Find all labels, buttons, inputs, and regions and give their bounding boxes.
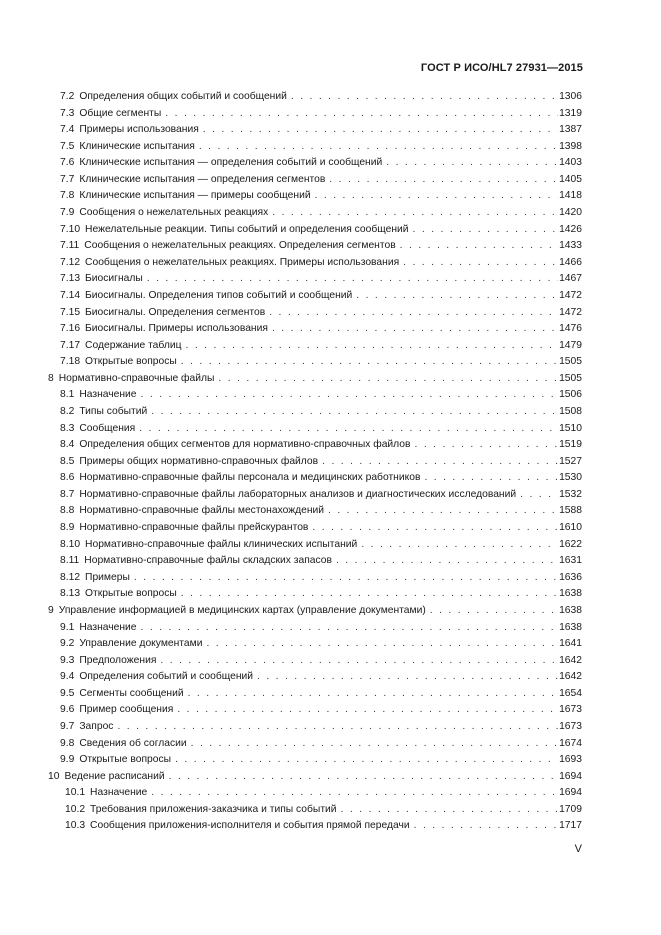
toc-section-title: Клинические испытания — примеры сообщений xyxy=(79,190,311,202)
toc-section-number: 8.3 xyxy=(60,422,75,434)
toc-dot-leader xyxy=(169,769,558,786)
toc-section-title: Ведение расписаний xyxy=(64,770,165,782)
page-number: V xyxy=(574,843,582,855)
toc-entry[interactable] xyxy=(0,421,661,438)
toc-section-number: 7.4 xyxy=(60,124,75,136)
toc-section-title: Сообщения приложения-исполнителя и события прямой передачи xyxy=(90,820,410,832)
toc-entry[interactable] xyxy=(0,106,661,123)
toc-section-number: 9.5 xyxy=(60,687,75,699)
toc-entry[interactable] xyxy=(0,288,661,305)
toc-section-title: Нормативно-справочные файлы складских запасов xyxy=(84,555,332,567)
toc-section-title: Назначение xyxy=(90,787,148,799)
toc-section-number: 7.16 xyxy=(60,323,81,335)
toc-entry[interactable] xyxy=(0,570,661,587)
toc-dot-leader xyxy=(257,669,558,686)
toc-page-number: 1420 xyxy=(559,207,582,219)
toc-page-number: 1479 xyxy=(559,339,582,351)
toc-section-number: 9.6 xyxy=(60,704,75,716)
toc-dot-leader xyxy=(328,503,558,520)
toc-section-number: 9 xyxy=(48,604,54,616)
toc-dot-leader xyxy=(203,122,558,139)
toc-entry-line xyxy=(48,769,582,786)
toc-entry[interactable] xyxy=(0,255,661,272)
toc-section-title: Клинические испытания — определения событий и сообщений xyxy=(79,157,383,169)
toc-dot-leader xyxy=(181,586,558,603)
toc-entry[interactable] xyxy=(0,537,661,554)
toc-section-title: Требования приложения-заказчика и типы событий xyxy=(90,803,337,815)
toc-dot-leader xyxy=(181,354,558,371)
toc-entry[interactable] xyxy=(0,205,661,222)
toc-entry-line xyxy=(60,271,582,288)
toc-dot-leader xyxy=(188,686,558,703)
toc-entry-line xyxy=(60,537,582,554)
toc-entry[interactable] xyxy=(0,139,661,156)
toc-page-number: 1398 xyxy=(559,140,582,152)
toc-page-number: 1717 xyxy=(559,820,582,832)
toc-section-number: 8.7 xyxy=(60,488,75,500)
toc-entry-line xyxy=(60,437,582,454)
toc-section-number: 8 xyxy=(48,372,54,384)
toc-section-title: Сведения об согласии xyxy=(79,737,187,749)
toc-entry[interactable] xyxy=(0,719,661,736)
toc-section-title: Пример сообщения xyxy=(79,704,174,716)
toc-page-number: 1588 xyxy=(559,505,582,517)
toc-entry[interactable] xyxy=(0,686,661,703)
toc-page-number: 1510 xyxy=(559,422,582,434)
toc-page-number: 1638 xyxy=(559,621,582,633)
toc-dot-leader xyxy=(312,520,558,537)
document-code-header: ГОСТ Р ИСО/HL7 27931—2015 xyxy=(420,62,583,74)
toc-section-title: Нормативно-справочные файлы прейскурантов xyxy=(79,522,309,534)
toc-section-number: 7.12 xyxy=(60,256,81,268)
toc-section-title: Нормативно-справочные файлы клинических испытаний xyxy=(85,538,358,550)
toc-entry[interactable] xyxy=(0,387,661,404)
toc-dot-leader xyxy=(175,752,558,769)
toc-page-number: 1532 xyxy=(559,488,582,500)
toc-section-title: Определения общих сегментов для нормативно-справочных файлов xyxy=(79,439,411,451)
toc-section-title: Нормативно-справочные файлы персонала и медицинских работников xyxy=(79,472,421,484)
toc-section-number: 7.3 xyxy=(60,107,75,119)
toc-section-title: Сообщения о нежелательных реакциях. Примеры использования xyxy=(85,256,400,268)
toc-entry-line xyxy=(60,503,582,520)
toc-entry-line xyxy=(65,802,582,819)
toc-page-number: 1433 xyxy=(559,240,582,252)
toc-section-number: 8.4 xyxy=(60,439,75,451)
toc-dot-leader xyxy=(291,89,558,106)
toc-page-number: 1674 xyxy=(559,737,582,749)
toc-section-title: Биосигналы. Примеры использования xyxy=(85,323,268,335)
toc-entry[interactable] xyxy=(0,818,661,835)
toc-entry-line xyxy=(60,255,582,272)
toc-entry-line xyxy=(60,188,582,205)
toc-section-number: 7.14 xyxy=(60,289,81,301)
toc-entry[interactable] xyxy=(0,338,661,355)
toc-dot-leader xyxy=(361,537,558,554)
toc-entry[interactable] xyxy=(0,752,661,769)
toc-page-number: 1472 xyxy=(559,306,582,318)
toc-section-title: Управление информацией в медицинских картах (управление документами) xyxy=(58,604,426,616)
toc-section-title: Открытые вопросы xyxy=(79,754,172,766)
toc-entry[interactable] xyxy=(0,155,661,172)
toc-entry-line xyxy=(60,106,582,123)
toc-section-number: 8.13 xyxy=(60,588,81,600)
toc-section-number: 9.1 xyxy=(60,621,75,633)
toc-entry-line xyxy=(60,454,582,471)
toc-page-number: 1641 xyxy=(559,638,582,650)
toc-section-number: 8.9 xyxy=(60,522,75,534)
toc-entry[interactable] xyxy=(0,785,661,802)
toc-section-title: Примеры общих нормативно-справочных файлов xyxy=(79,455,319,467)
toc-page-number: 1694 xyxy=(559,787,582,799)
toc-entry-line xyxy=(60,470,582,487)
toc-entry[interactable] xyxy=(0,89,661,106)
toc-entry-line xyxy=(60,222,582,239)
toc-entry[interactable] xyxy=(0,222,661,239)
toc-page-number: 1403 xyxy=(559,157,582,169)
toc-section-title: Сообщения о нежелательных реакциях. Определения сегментов xyxy=(84,240,396,252)
toc-page-number: 1693 xyxy=(559,754,582,766)
toc-section-title: Общие сегменты xyxy=(79,107,162,119)
toc-page-number: 1505 xyxy=(559,356,582,368)
toc-entry-line xyxy=(60,736,582,753)
toc-entry-line xyxy=(60,636,582,653)
toc-dot-leader xyxy=(139,421,558,438)
toc-dot-leader xyxy=(218,371,558,388)
toc-section-title: Биосигналы. Определения типов событий и сообщений xyxy=(85,289,353,301)
toc-dot-leader xyxy=(141,387,559,404)
toc-section-title: Биосигналы. Определения сегментов xyxy=(85,306,266,318)
toc-dot-leader xyxy=(329,172,558,189)
toc-page-number: 1319 xyxy=(559,107,582,119)
toc-dot-leader xyxy=(336,553,558,570)
toc-page-number: 1306 xyxy=(559,91,582,102)
toc-entry[interactable] xyxy=(0,404,661,421)
toc-entry-line xyxy=(60,553,582,570)
toc-page-number: 1694 xyxy=(559,770,582,782)
toc-entry-line xyxy=(60,139,582,156)
toc-section-title: Содержание таблиц xyxy=(85,339,182,351)
toc-page-number: 1673 xyxy=(559,704,582,716)
toc-entry[interactable] xyxy=(0,802,661,819)
toc-page-number: 1506 xyxy=(559,389,582,401)
toc-section-title: Нежелательные реакции. Типы событий и определения сообщений xyxy=(85,223,409,235)
toc-entry-line xyxy=(60,172,582,189)
toc-page-number: 1638 xyxy=(559,604,582,616)
toc-entry[interactable] xyxy=(0,172,661,189)
toc-entry[interactable] xyxy=(0,586,661,603)
toc-section-number: 9.9 xyxy=(60,754,75,766)
toc-page-number: 1642 xyxy=(559,671,582,683)
toc-page-number: 1467 xyxy=(559,273,582,285)
toc-entry[interactable] xyxy=(0,620,661,637)
toc-dot-leader xyxy=(165,106,558,123)
toc-entry-line xyxy=(60,586,582,603)
toc-section-title: Определения общих событий и сообщений xyxy=(79,91,287,102)
toc-section-number: 7.10 xyxy=(60,223,81,235)
toc-page-number: 1636 xyxy=(559,571,582,583)
toc-section-number: 9.4 xyxy=(60,671,75,683)
toc-dot-leader xyxy=(160,653,558,670)
toc-entry-line xyxy=(65,785,582,802)
toc-page-number: 1631 xyxy=(559,555,582,567)
toc-entry[interactable] xyxy=(0,520,661,537)
toc-section-number: 8.11 xyxy=(60,555,80,567)
toc-section-number: 10 xyxy=(48,770,60,782)
toc-entry-line xyxy=(48,603,582,620)
toc-dot-leader xyxy=(430,603,558,620)
toc-page-number: 1638 xyxy=(559,588,582,600)
toc-section-number: 7.7 xyxy=(60,173,75,185)
toc-page-number: 1673 xyxy=(559,720,582,732)
toc-section-title: Биосигналы xyxy=(85,273,143,285)
toc-dot-leader xyxy=(117,719,558,736)
toc-section-number: 8.12 xyxy=(60,571,81,583)
toc-section-number: 7.2 xyxy=(60,91,75,102)
toc-dot-leader xyxy=(272,205,558,222)
toc-section-number: 7.13 xyxy=(60,273,81,285)
toc-dot-leader xyxy=(141,620,559,637)
toc-dot-leader xyxy=(415,437,559,454)
toc-dot-leader xyxy=(186,338,559,355)
toc-dot-leader xyxy=(414,818,558,835)
toc-entry[interactable] xyxy=(0,305,661,322)
toc-section-number: 10.2 xyxy=(65,803,86,815)
toc-section-title: Примеры использования xyxy=(79,124,199,136)
toc-entry-line xyxy=(60,155,582,172)
toc-entry-line xyxy=(60,719,582,736)
toc-section-number: 7.5 xyxy=(60,140,75,152)
toc-section-title: Нормативно-справочные файлы xyxy=(58,372,215,384)
toc-entry-line xyxy=(60,238,582,255)
toc-entry-line xyxy=(60,487,582,504)
toc-entry[interactable] xyxy=(0,769,661,786)
toc-page-number: 1610 xyxy=(559,522,582,534)
toc-section-title: Сегменты сообщений xyxy=(79,687,184,699)
toc-section-title: Определения событий и сообщений xyxy=(79,671,254,683)
toc-entry-line xyxy=(60,321,582,338)
toc-section-number: 7.15 xyxy=(60,306,81,318)
toc-section-number: 8.10 xyxy=(60,538,81,550)
toc-dot-leader xyxy=(386,155,558,172)
toc-entry[interactable] xyxy=(0,553,661,570)
toc-dot-leader xyxy=(147,271,558,288)
toc-entry[interactable] xyxy=(0,321,661,338)
toc-section-title: Нормативно-справочные файлы местонахождений xyxy=(79,505,325,517)
toc-page-number: 1472 xyxy=(559,289,582,301)
toc-entry-line xyxy=(60,570,582,587)
toc-entry[interactable] xyxy=(0,736,661,753)
toc-entry-line xyxy=(60,89,582,106)
toc-page-number: 1654 xyxy=(559,687,582,699)
toc-section-number: 8.5 xyxy=(60,455,75,467)
toc-entry-line xyxy=(60,752,582,769)
toc-entry[interactable] xyxy=(0,702,661,719)
toc-dot-leader xyxy=(403,255,558,272)
toc-section-number: 9.3 xyxy=(60,654,75,666)
toc-page-number: 1519 xyxy=(559,439,582,451)
toc-entry-line xyxy=(60,387,582,404)
toc-entry[interactable] xyxy=(0,238,661,255)
toc-entry-line xyxy=(60,122,582,139)
toc-entry-line xyxy=(60,421,582,438)
toc-section-number: 8.1 xyxy=(60,389,75,401)
toc-section-title: Назначение xyxy=(79,389,137,401)
toc-entry[interactable] xyxy=(0,354,661,371)
toc-page-number: 1530 xyxy=(559,472,582,484)
toc-entry[interactable] xyxy=(0,669,661,686)
toc-section-number: 9.7 xyxy=(60,720,75,732)
toc-section-number: 10.3 xyxy=(65,820,86,832)
toc-entry-line xyxy=(60,653,582,670)
toc-dot-leader xyxy=(322,454,558,471)
toc-page-number: 1642 xyxy=(559,654,582,666)
table-of-contents xyxy=(0,89,661,835)
toc-page-number: 1709 xyxy=(559,803,582,815)
toc-section-number: 7.9 xyxy=(60,207,75,219)
toc-entry-line xyxy=(60,520,582,537)
toc-entry-line xyxy=(65,818,582,835)
toc-entry-line xyxy=(60,288,582,305)
toc-section-title: Примеры xyxy=(85,571,130,583)
toc-section-title: Сообщения о нежелательных реакциях xyxy=(79,207,269,219)
toc-section-title: Предположения xyxy=(79,654,157,666)
toc-section-title: Нормативно-справочные файлы лабораторных анализов и диагностических исследований xyxy=(79,488,517,500)
toc-dot-leader xyxy=(356,288,558,305)
toc-section-title: Открытые вопросы xyxy=(85,588,177,600)
toc-dot-leader xyxy=(199,139,558,156)
toc-entry-line xyxy=(60,404,582,421)
toc-page-number: 1466 xyxy=(559,256,582,268)
toc-section-title: Сообщения xyxy=(79,422,136,434)
toc-page-number: 1508 xyxy=(559,405,582,417)
toc-entry-line xyxy=(60,354,582,371)
toc-page-number: 1476 xyxy=(559,323,582,335)
toc-section-number: 8.6 xyxy=(60,472,75,484)
toc-entry[interactable] xyxy=(0,188,661,205)
toc-dot-leader xyxy=(520,487,558,504)
toc-entry[interactable] xyxy=(0,371,661,388)
toc-entry[interactable] xyxy=(0,487,661,504)
toc-page-number: 1387 xyxy=(559,124,582,136)
toc-section-title: Открытые вопросы xyxy=(85,356,177,368)
toc-section-number: 10.1 xyxy=(65,787,86,799)
toc-entry[interactable] xyxy=(0,636,661,653)
toc-entry-line xyxy=(60,338,582,355)
toc-dot-leader xyxy=(206,636,558,653)
toc-page-number: 1405 xyxy=(559,173,582,185)
toc-entry[interactable] xyxy=(0,503,661,520)
toc-dot-leader xyxy=(424,470,558,487)
toc-section-number: 9.2 xyxy=(60,638,75,650)
toc-entry-line xyxy=(60,620,582,637)
toc-section-title: Назначение xyxy=(79,621,137,633)
toc-dot-leader xyxy=(413,222,559,239)
toc-entry[interactable] xyxy=(0,653,661,670)
toc-entry-line xyxy=(60,305,582,322)
toc-entry-line xyxy=(60,686,582,703)
toc-entry[interactable] xyxy=(0,122,661,139)
toc-page-number: 1527 xyxy=(559,455,582,467)
toc-entry[interactable] xyxy=(0,437,661,454)
toc-page-number: 1418 xyxy=(559,190,582,202)
toc-section-title: Клинические испытания — определения сегментов xyxy=(79,173,326,185)
toc-entry[interactable] xyxy=(0,271,661,288)
toc-dot-leader xyxy=(272,321,558,338)
toc-dot-leader xyxy=(315,188,558,205)
toc-page-number: 1505 xyxy=(559,372,582,384)
toc-section-title: Запрос xyxy=(79,720,114,732)
toc-page-number: 1426 xyxy=(559,223,582,235)
toc-section-number: 8.2 xyxy=(60,405,75,417)
toc-section-number: 7.11 xyxy=(60,240,80,252)
toc-entry-line xyxy=(60,669,582,686)
toc-dot-leader xyxy=(134,570,558,587)
toc-entry[interactable] xyxy=(0,470,661,487)
toc-dot-leader xyxy=(341,802,559,819)
toc-section-number: 7.8 xyxy=(60,190,75,202)
toc-section-number: 9.8 xyxy=(60,737,75,749)
toc-section-title: Типы событий xyxy=(79,405,148,417)
toc-entry-line xyxy=(48,371,582,388)
toc-entry-line xyxy=(60,205,582,222)
toc-section-number: 7.17 xyxy=(60,339,81,351)
toc-entry[interactable] xyxy=(0,454,661,471)
toc-dot-leader xyxy=(269,305,558,322)
toc-section-title: Клинические испытания xyxy=(79,140,195,152)
toc-section-number: 7.6 xyxy=(60,157,75,169)
toc-dot-leader xyxy=(151,785,558,802)
toc-dot-leader xyxy=(177,702,558,719)
toc-entry[interactable] xyxy=(0,603,661,620)
toc-entry-line xyxy=(60,702,582,719)
toc-section-number: 8.8 xyxy=(60,505,75,517)
toc-section-number: 7.18 xyxy=(60,356,81,368)
toc-dot-leader xyxy=(400,238,558,255)
toc-dot-leader xyxy=(151,404,558,421)
toc-dot-leader xyxy=(191,736,558,753)
toc-section-title: Управление документами xyxy=(79,638,203,650)
toc-page-number: 1622 xyxy=(559,538,582,550)
